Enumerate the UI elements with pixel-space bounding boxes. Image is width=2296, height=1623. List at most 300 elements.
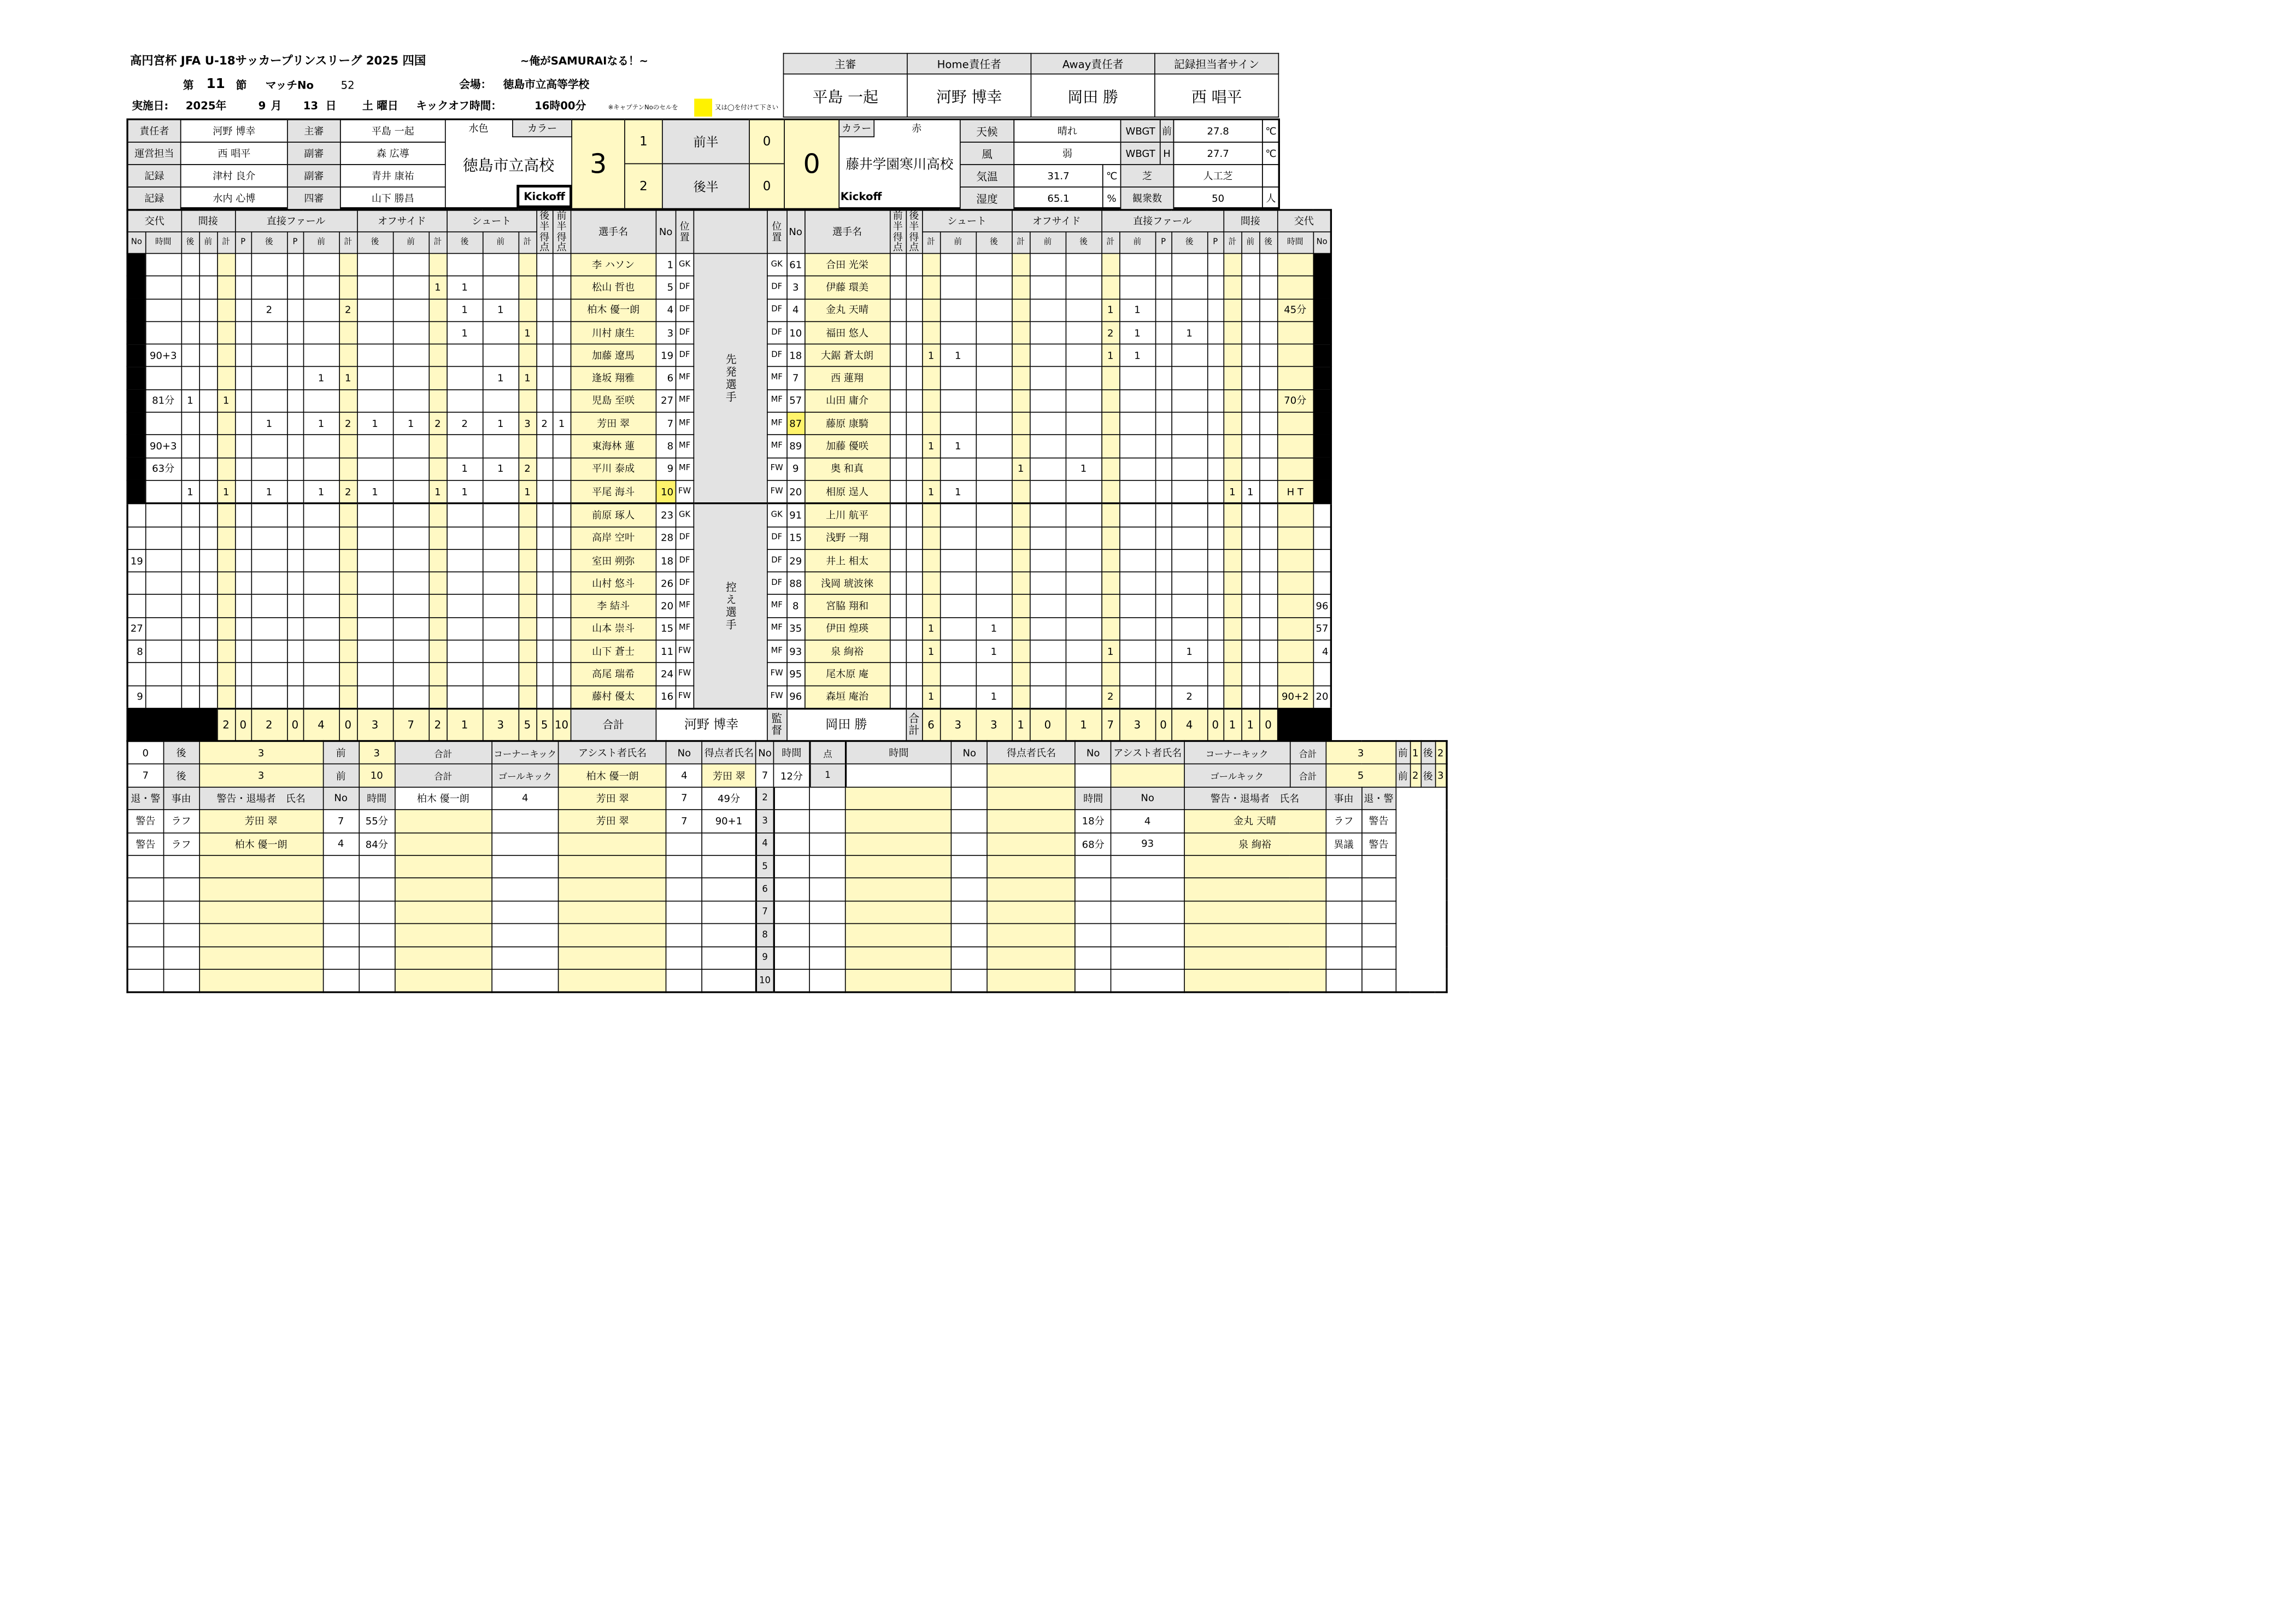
away-stat-r13-c9[interactable]	[1119, 549, 1155, 572]
away-stat-r0-c13[interactable]	[1224, 254, 1242, 277]
away-stat-r17-c7[interactable]	[1066, 640, 1102, 663]
away-card-5-c1[interactable]	[1111, 924, 1184, 947]
away-stat-r17-c3[interactable]	[940, 640, 976, 663]
home-stat-r16-c3[interactable]	[199, 617, 217, 640]
away-stat-r15-c12[interactable]	[1207, 595, 1224, 618]
home-stat-r9-c7[interactable]	[287, 458, 303, 481]
away-stat-r2-c6[interactable]	[1030, 299, 1066, 322]
away-stat-r10-c17[interactable]	[1313, 481, 1331, 503]
home-stat-r18-c5[interactable]	[235, 663, 251, 686]
home-stat-r14-c17[interactable]	[553, 572, 571, 595]
away-stat-r8-c15[interactable]	[1259, 435, 1277, 458]
away-stat-r19-c12[interactable]	[1207, 685, 1224, 708]
away-stat-r6-c0[interactable]	[890, 390, 906, 413]
home-stat-r13-c6[interactable]	[251, 549, 287, 572]
away-stat-r12-c12[interactable]	[1207, 526, 1224, 549]
home-stat-r3-c13[interactable]: 1	[447, 321, 483, 344]
home-card-0-c2[interactable]: 芳田 翠	[199, 810, 322, 833]
home-card-1-c4[interactable]: 84分	[359, 833, 395, 856]
home-goal-10-c1[interactable]	[491, 969, 559, 992]
home-stat-r8-c5[interactable]	[235, 435, 251, 458]
away-stat-r10-c14[interactable]: 1	[1241, 481, 1259, 503]
home-stat-r9-c6[interactable]	[251, 458, 287, 481]
home-card-1-c1[interactable]: ラフ	[163, 833, 199, 856]
home-goal-2-time[interactable]: 49分	[702, 787, 756, 810]
away-stat-r13-c1[interactable]	[906, 549, 923, 572]
away-stat-r16-c4[interactable]: 1	[976, 617, 1012, 640]
home-card-3-c1[interactable]	[163, 878, 199, 901]
home-stat-r1-c8[interactable]	[303, 276, 339, 299]
home-stat-r16-c15[interactable]	[519, 617, 537, 640]
away-stat-r3-c7[interactable]	[1066, 321, 1102, 344]
home-goal-1-c1[interactable]: 4	[666, 764, 702, 787]
away-goal-4-c2[interactable]	[845, 833, 952, 856]
away-stat-r15-c10[interactable]	[1155, 595, 1172, 618]
home-stat-r0-c17[interactable]	[553, 254, 571, 277]
away-stat-r0-c10[interactable]	[1155, 254, 1172, 277]
home-stat-r0-c13[interactable]	[447, 254, 483, 277]
away-card-2-c0[interactable]	[1075, 856, 1111, 878]
away-goal-3-c4[interactable]	[988, 810, 1076, 833]
home-stat-r1-c16[interactable]	[536, 276, 553, 299]
home-stat-r9-c0[interactable]	[127, 458, 145, 481]
away-stat-r18-c12[interactable]	[1207, 663, 1224, 686]
home-goal-5-c2[interactable]	[559, 856, 666, 878]
away-stat-r5-c11[interactable]	[1171, 367, 1207, 390]
away-stat-r8-c5[interactable]	[1012, 435, 1030, 458]
away-stat-r18-c17[interactable]	[1313, 663, 1331, 686]
home-stat-r1-c7[interactable]	[287, 276, 303, 299]
home-stat-r13-c11[interactable]	[393, 549, 429, 572]
home-stat-r18-c9[interactable]	[339, 663, 357, 686]
home-stat-r4-c10[interactable]	[357, 344, 393, 367]
home-stat-r9-c14[interactable]: 1	[483, 458, 519, 481]
away-stat-r4-c0[interactable]	[890, 344, 906, 367]
away-stat-r15-c13[interactable]	[1224, 595, 1242, 618]
away-stat-r5-c7[interactable]	[1066, 367, 1102, 390]
away-stat-r13-c12[interactable]	[1207, 549, 1224, 572]
away-stat-r12-c0[interactable]	[890, 526, 906, 549]
away-stat-r16-c7[interactable]	[1066, 617, 1102, 640]
home-stat-r17-c11[interactable]	[393, 640, 429, 663]
away-stat-r16-c11[interactable]	[1171, 617, 1207, 640]
home-stat-r18-c1[interactable]	[145, 663, 181, 686]
home-stat-r3-c12[interactable]	[428, 321, 447, 344]
home-stat-r1-c3[interactable]	[199, 276, 217, 299]
home-stat-r12-c8[interactable]	[303, 526, 339, 549]
home-stat-r0-c10[interactable]	[357, 254, 393, 277]
home-stat-r15-c7[interactable]	[287, 595, 303, 618]
away-stat-r19-c7[interactable]	[1066, 685, 1102, 708]
home-stat-r11-c6[interactable]	[251, 503, 287, 526]
away-stat-r9-c16[interactable]	[1277, 458, 1313, 481]
home-stat-r10-c12[interactable]: 1	[428, 481, 447, 503]
home-card-3-c3[interactable]	[323, 878, 359, 901]
away-card-5-c0[interactable]	[1075, 924, 1111, 947]
away-card-6-c3[interactable]	[1326, 946, 1362, 969]
home-card-0-c1[interactable]: ラフ	[163, 810, 199, 833]
away-goal-3-c2[interactable]	[845, 810, 952, 833]
home-stat-r2-c12[interactable]	[428, 299, 447, 322]
away-goal-8-c4[interactable]	[988, 924, 1076, 947]
away-stat-r6-c5[interactable]	[1012, 390, 1030, 413]
away-goal-1-c0[interactable]	[845, 764, 952, 787]
home-stat-r6-c6[interactable]	[251, 390, 287, 413]
away-stat-r7-c8[interactable]	[1101, 412, 1119, 435]
home-stat-r12-c12[interactable]	[428, 526, 447, 549]
home-stat-r15-c4[interactable]	[217, 595, 235, 618]
home-stat-r19-c3[interactable]	[199, 685, 217, 708]
away-stat-r3-c0[interactable]	[890, 321, 906, 344]
home-stat-r10-c7[interactable]	[287, 481, 303, 503]
home-card-2-c0[interactable]	[127, 856, 163, 878]
away-goal-8-c0[interactable]	[774, 924, 810, 947]
away-card-2-c1[interactable]	[1111, 856, 1184, 878]
home-card-5-c4[interactable]	[359, 924, 395, 947]
home-stat-r7-c14[interactable]: 1	[483, 412, 519, 435]
home-stat-r5-c3[interactable]	[199, 367, 217, 390]
away-card-7-c4[interactable]	[1361, 969, 1395, 992]
home-stat-r3-c0[interactable]	[127, 321, 145, 344]
away-goal-9-c3[interactable]	[952, 946, 988, 969]
away-goal-10-c4[interactable]	[988, 969, 1076, 992]
home-stat-r5-c8[interactable]: 1	[303, 367, 339, 390]
home-stat-r14-c4[interactable]	[217, 572, 235, 595]
away-stat-r15-c1[interactable]	[906, 595, 923, 618]
away-stat-r14-c2[interactable]	[922, 572, 940, 595]
away-stat-r15-c8[interactable]	[1101, 595, 1119, 618]
home-card-4-c2[interactable]	[199, 901, 322, 924]
home-stat-r5-c15[interactable]: 1	[519, 367, 537, 390]
away-stat-r15-c2[interactable]	[922, 595, 940, 618]
away-card-3-c1[interactable]	[1111, 878, 1184, 901]
home-stat-r1-c2[interactable]	[181, 276, 199, 299]
away-card-3-c0[interactable]	[1075, 878, 1111, 901]
home-stat-r4-c15[interactable]	[519, 344, 537, 367]
home-card-7-c3[interactable]	[323, 969, 359, 992]
away-stat-r5-c14[interactable]	[1241, 367, 1259, 390]
home-stat-r2-c16[interactable]	[536, 299, 553, 322]
home-stat-r6-c7[interactable]	[287, 390, 303, 413]
away-stat-r0-c7[interactable]	[1066, 254, 1102, 277]
away-stat-r11-c7[interactable]	[1066, 503, 1102, 526]
away-stat-r4-c2[interactable]: 1	[922, 344, 940, 367]
away-stat-r9-c13[interactable]	[1224, 458, 1242, 481]
away-stat-r1-c6[interactable]	[1030, 276, 1066, 299]
away-stat-r0-c6[interactable]	[1030, 254, 1066, 277]
away-stat-r0-c1[interactable]	[906, 254, 923, 277]
away-stat-r13-c11[interactable]	[1171, 549, 1207, 572]
home-stat-r7-c1[interactable]	[145, 412, 181, 435]
away-stat-r10-c9[interactable]	[1119, 481, 1155, 503]
away-goal-2-c4[interactable]	[988, 787, 1076, 810]
home-goal-8-c4[interactable]	[702, 924, 756, 947]
home-stat-r19-c12[interactable]	[428, 685, 447, 708]
away-stat-r4-c17[interactable]	[1313, 344, 1331, 367]
home-stat-r6-c8[interactable]	[303, 390, 339, 413]
home-stat-r4-c12[interactable]	[428, 344, 447, 367]
away-stat-r0-c8[interactable]	[1101, 254, 1119, 277]
away-goal-1-c4[interactable]	[1111, 764, 1184, 787]
away-stat-r6-c13[interactable]	[1224, 390, 1242, 413]
home-card-7-c1[interactable]	[163, 969, 199, 992]
home-goal-7-c2[interactable]	[559, 901, 666, 924]
away-stat-r0-c9[interactable]	[1119, 254, 1155, 277]
away-stat-r12-c8[interactable]	[1101, 526, 1119, 549]
wbgt-value-1[interactable]: 27.7	[1173, 142, 1263, 165]
home-card-1-c2[interactable]: 柏木 優一朗	[199, 833, 322, 856]
away-stat-r19-c0[interactable]	[890, 685, 906, 708]
away-goal-6-c1[interactable]	[810, 878, 846, 901]
away-stat-r9-c5[interactable]: 1	[1012, 458, 1030, 481]
away-goal-1-c3[interactable]	[1075, 764, 1111, 787]
away-stat-r14-c16[interactable]	[1277, 572, 1313, 595]
home-stat-r18-c14[interactable]	[483, 663, 519, 686]
away-stat-r11-c12[interactable]	[1207, 503, 1224, 526]
away-goal-6-c0[interactable]	[774, 878, 810, 901]
home-stat-r13-c2[interactable]	[181, 549, 199, 572]
away-stat-r1-c15[interactable]	[1259, 276, 1277, 299]
away-stat-r19-c17[interactable]: 20	[1313, 685, 1331, 708]
away-card-4-c2[interactable]	[1184, 901, 1325, 924]
home-stat-r15-c2[interactable]	[181, 595, 199, 618]
home-stat-r3-c1[interactable]	[145, 321, 181, 344]
away-stat-r18-c10[interactable]	[1155, 663, 1172, 686]
away-card-7-c3[interactable]	[1326, 969, 1362, 992]
away-stat-r4-c13[interactable]	[1224, 344, 1242, 367]
home-stat-r11-c7[interactable]	[287, 503, 303, 526]
home-stat-r6-c1[interactable]: 81分	[145, 390, 181, 413]
home-card-5-c0[interactable]	[127, 924, 163, 947]
away-stat-r12-c1[interactable]	[906, 526, 923, 549]
home-goal-3-c0[interactable]	[395, 810, 491, 833]
home-card-6-c1[interactable]	[163, 946, 199, 969]
away-stat-r9-c8[interactable]	[1101, 458, 1119, 481]
away-stat-r10-c2[interactable]: 1	[922, 481, 940, 503]
away-stat-r17-c12[interactable]	[1207, 640, 1224, 663]
home-stat-r11-c9[interactable]	[339, 503, 357, 526]
home-stat-r12-c11[interactable]	[393, 526, 429, 549]
home-goal-10-c4[interactable]	[702, 969, 756, 992]
home-stat-r8-c7[interactable]	[287, 435, 303, 458]
away-stat-r7-c11[interactable]	[1171, 412, 1207, 435]
home-stat-r16-c0[interactable]: 27	[127, 617, 145, 640]
home-stat-r18-c3[interactable]	[199, 663, 217, 686]
away-stat-r7-c1[interactable]	[906, 412, 923, 435]
away-stat-r16-c8[interactable]	[1101, 617, 1119, 640]
away-stat-r8-c17[interactable]	[1313, 435, 1331, 458]
away-card-3-c3[interactable]	[1326, 878, 1362, 901]
home-stat-r0-c8[interactable]	[303, 254, 339, 277]
home-stat-r4-c5[interactable]	[235, 344, 251, 367]
home-card-1-c3[interactable]: 4	[323, 833, 359, 856]
home-stat-r18-c13[interactable]	[447, 663, 483, 686]
home-stat-r7-c10[interactable]: 1	[357, 412, 393, 435]
home-stat-r11-c11[interactable]	[393, 503, 429, 526]
away-stat-r8-c2[interactable]: 1	[922, 435, 940, 458]
home-goal-9-c4[interactable]	[702, 946, 756, 969]
away-goal-10-c3[interactable]	[952, 969, 988, 992]
home-stat-r6-c0[interactable]	[127, 390, 145, 413]
away-stat-r5-c6[interactable]	[1030, 367, 1066, 390]
home-goal-9-c3[interactable]	[666, 946, 702, 969]
home-goal-4-c2[interactable]	[559, 833, 666, 856]
home-card-5-c1[interactable]	[163, 924, 199, 947]
away-card-3-c2[interactable]	[1184, 878, 1325, 901]
away-stat-r13-c15[interactable]	[1259, 549, 1277, 572]
away-stat-r18-c16[interactable]	[1277, 663, 1313, 686]
away-stat-r17-c10[interactable]	[1155, 640, 1172, 663]
away-goal-4-c3[interactable]	[952, 833, 988, 856]
home-stat-r7-c0[interactable]	[127, 412, 145, 435]
home-card-4-c4[interactable]	[359, 901, 395, 924]
away-stat-r2-c11[interactable]	[1171, 299, 1207, 322]
home-stat-r13-c5[interactable]	[235, 549, 251, 572]
home-stat-r10-c6[interactable]: 1	[251, 481, 287, 503]
away-stat-r2-c8[interactable]: 1	[1101, 299, 1119, 322]
away-stat-r1-c12[interactable]	[1207, 276, 1224, 299]
home-stat-r4-c16[interactable]	[536, 344, 553, 367]
home-stat-r19-c6[interactable]	[251, 685, 287, 708]
home-stat-r0-c0[interactable]	[127, 254, 145, 277]
away-stat-r2-c12[interactable]	[1207, 299, 1224, 322]
home-goal-10-c2[interactable]	[559, 969, 666, 992]
away-stat-r4-c8[interactable]: 1	[1101, 344, 1119, 367]
away-card-4-c4[interactable]	[1361, 901, 1395, 924]
away-stat-r3-c8[interactable]: 2	[1101, 321, 1119, 344]
home-stat-r17-c16[interactable]	[536, 640, 553, 663]
away-stat-r0-c2[interactable]	[922, 254, 940, 277]
home-stat-r14-c7[interactable]	[287, 572, 303, 595]
home-stat-r7-c11[interactable]: 1	[393, 412, 429, 435]
away-stat-r4-c1[interactable]	[906, 344, 923, 367]
home-stat-r4-c2[interactable]	[181, 344, 199, 367]
home-stat-r2-c4[interactable]	[217, 299, 235, 322]
away-stat-r11-c17[interactable]	[1313, 503, 1331, 526]
home-stat-r2-c13[interactable]: 1	[447, 299, 483, 322]
away-stat-r9-c6[interactable]	[1030, 458, 1066, 481]
away-stat-r3-c5[interactable]	[1012, 321, 1030, 344]
home-stat-r4-c13[interactable]	[447, 344, 483, 367]
away-stat-r5-c3[interactable]	[940, 367, 976, 390]
away-goal-7-c3[interactable]	[952, 901, 988, 924]
home-goal-7-c4[interactable]	[702, 901, 756, 924]
away-stat-r3-c16[interactable]	[1277, 321, 1313, 344]
home-card-0-c0[interactable]: 警告	[127, 810, 163, 833]
home-stat-r15-c8[interactable]	[303, 595, 339, 618]
away-card-4-c1[interactable]	[1111, 901, 1184, 924]
home-stat-r6-c3[interactable]	[199, 390, 217, 413]
away-stat-r3-c17[interactable]	[1313, 321, 1331, 344]
home-goal-2-assist-no[interactable]: 4	[491, 787, 559, 810]
away-goal-6-c3[interactable]	[952, 878, 988, 901]
away-card-0-c2[interactable]: 金丸 天晴	[1184, 810, 1325, 833]
home-stat-r10-c3[interactable]	[199, 481, 217, 503]
away-card-2-c3[interactable]	[1326, 856, 1362, 878]
away-stat-r14-c11[interactable]	[1171, 572, 1207, 595]
home-card-2-c4[interactable]	[359, 856, 395, 878]
away-stat-r19-c6[interactable]	[1030, 685, 1066, 708]
home-goal-3-c2[interactable]: 芳田 翠	[559, 810, 666, 833]
home-goal-2-assist[interactable]: 柏木 優一朗	[395, 787, 491, 810]
home-stat-r16-c16[interactable]	[536, 617, 553, 640]
home-stat-r0-c16[interactable]	[536, 254, 553, 277]
home-stat-r7-c3[interactable]	[199, 412, 217, 435]
away-stat-r5-c17[interactable]	[1313, 367, 1331, 390]
home-card-1-c0[interactable]: 警告	[127, 833, 163, 856]
away-stat-r10-c7[interactable]	[1066, 481, 1102, 503]
home-stat-r7-c5[interactable]	[235, 412, 251, 435]
home-stat-r4-c17[interactable]	[553, 344, 571, 367]
home-stat-r1-c1[interactable]	[145, 276, 181, 299]
away-card-1-c1[interactable]: 93	[1111, 833, 1184, 856]
away-stat-r10-c0[interactable]	[890, 481, 906, 503]
away-card-6-c2[interactable]	[1184, 946, 1325, 969]
away-goal-9-c1[interactable]	[810, 946, 846, 969]
away-stat-r11-c3[interactable]	[940, 503, 976, 526]
away-goal-9-c2[interactable]	[845, 946, 952, 969]
home-goal-7-c3[interactable]	[666, 901, 702, 924]
away-stat-r16-c3[interactable]	[940, 617, 976, 640]
sign-referee[interactable]: 平島 一起	[784, 74, 907, 117]
home-stat-r12-c1[interactable]	[145, 526, 181, 549]
home-stat-r4-c1[interactable]: 90+3	[145, 344, 181, 367]
official-name-fourth-official[interactable]: 山下 勝昌	[340, 186, 446, 210]
away-stat-r9-c0[interactable]	[890, 458, 906, 481]
away-card-7-c2[interactable]	[1184, 969, 1325, 992]
away-stat-r7-c6[interactable]	[1030, 412, 1066, 435]
home-stat-r8-c2[interactable]	[181, 435, 199, 458]
away-stat-r19-c9[interactable]	[1119, 685, 1155, 708]
away-stat-r1-c14[interactable]	[1241, 276, 1259, 299]
away-stat-r1-c11[interactable]	[1171, 276, 1207, 299]
away-stat-r16-c5[interactable]	[1012, 617, 1030, 640]
home-stat-r11-c12[interactable]	[428, 503, 447, 526]
away-stat-r12-c11[interactable]	[1171, 526, 1207, 549]
away-goal-5-c2[interactable]	[845, 856, 952, 878]
home-stat-r5-c4[interactable]	[217, 367, 235, 390]
home-stat-r0-c1[interactable]	[145, 254, 181, 277]
away-stat-r15-c6[interactable]	[1030, 595, 1066, 618]
away-goal-1-c1[interactable]	[952, 764, 988, 787]
away-stat-r6-c8[interactable]	[1101, 390, 1119, 413]
away-stat-r6-c1[interactable]	[906, 390, 923, 413]
home-goal-6-c1[interactable]	[491, 878, 559, 901]
home-stat-r15-c0[interactable]	[127, 595, 145, 618]
away-stat-r16-c9[interactable]	[1119, 617, 1155, 640]
away-goal-5-c1[interactable]	[810, 856, 846, 878]
home-card-3-c0[interactable]	[127, 878, 163, 901]
home-stat-r3-c2[interactable]	[181, 321, 199, 344]
home-stat-r14-c13[interactable]	[447, 572, 483, 595]
weather-value2-3[interactable]: 50	[1173, 186, 1263, 210]
home-stat-r18-c8[interactable]	[303, 663, 339, 686]
away-stat-r12-c10[interactable]	[1155, 526, 1172, 549]
away-stat-r18-c15[interactable]	[1259, 663, 1277, 686]
weather-value-2[interactable]: 31.7	[1013, 164, 1103, 188]
away-stat-r6-c15[interactable]	[1259, 390, 1277, 413]
home-stat-r13-c17[interactable]	[553, 549, 571, 572]
away-goal-7-c1[interactable]	[810, 901, 846, 924]
away-stat-r19-c16[interactable]: 90+2	[1277, 685, 1313, 708]
away-stat-r19-c15[interactable]	[1259, 685, 1277, 708]
home-stat-r1-c12[interactable]: 1	[428, 276, 447, 299]
away-stat-r10-c5[interactable]	[1012, 481, 1030, 503]
home-stat-r16-c7[interactable]	[287, 617, 303, 640]
away-stat-r16-c13[interactable]	[1224, 617, 1242, 640]
away-stat-r0-c5[interactable]	[1012, 254, 1030, 277]
home-stat-r2-c5[interactable]	[235, 299, 251, 322]
